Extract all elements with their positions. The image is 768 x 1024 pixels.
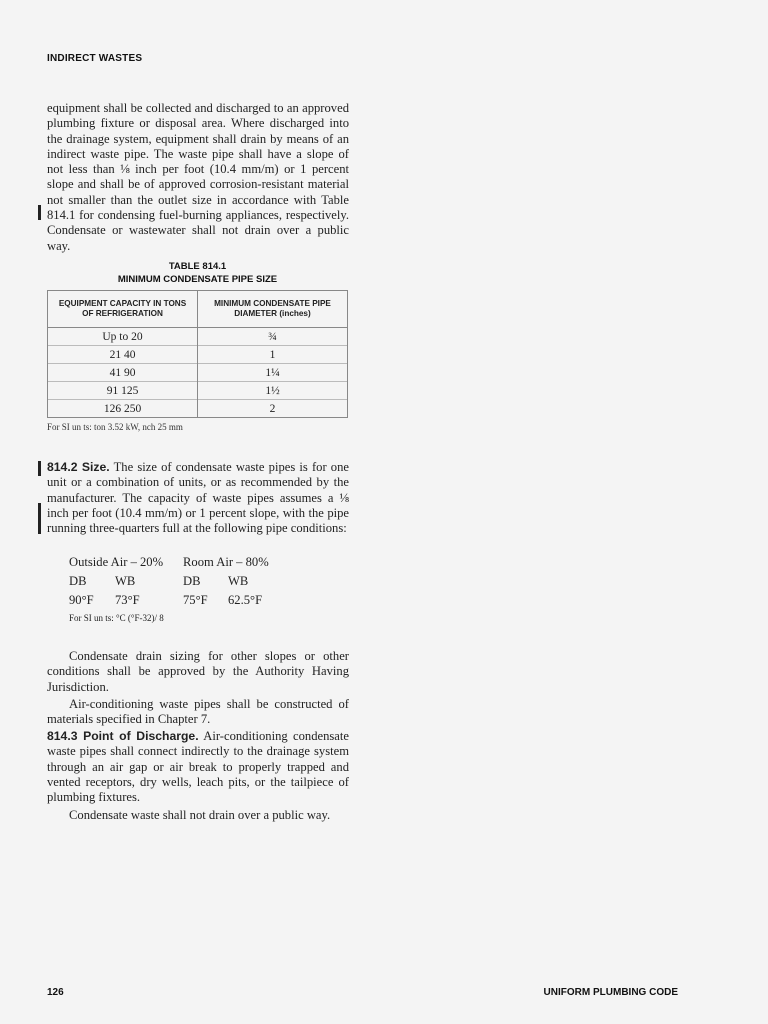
public-way-paragraph: Condensate waste shall not drain over a public way.: [69, 808, 331, 822]
outside-air-label: Outside Air – 20%: [69, 555, 164, 569]
capacity-cell: 21 40: [48, 346, 198, 364]
table-caption-title: MINIMUM CONDENSATE PIPE SIZE: [117, 274, 278, 285]
table-caption-number: TABLE 814.1: [168, 261, 227, 272]
running-header: INDIRECT WASTES: [47, 53, 143, 64]
diameter-cell: 1: [198, 346, 348, 364]
outside-db-value: 90°F: [69, 593, 94, 607]
db-label: DB: [69, 574, 87, 588]
table-footnote: For SI un ts: ton 3.52 kW, nch 25 mm: [47, 422, 183, 432]
table-row: [48, 328, 348, 346]
capacity-cell: 41 90: [48, 364, 198, 382]
section-814-3-text: Air-conditioning condensate waste pipes shall connect indirectly to the drainage system through an air gap or air break to properly trapped and vented receptors, dry wells, leach pits, or the tailpiece of plumbing fixtures.: [47, 729, 349, 805]
room-db-value: 75°F: [183, 593, 208, 607]
materials-paragraph: Air-conditioning waste pipes shall be constructed of materials specified in Chapter 7.: [47, 697, 349, 727]
diameter-cell: 2: [198, 400, 348, 418]
book-title: UNIFORM PLUMBING CODE: [543, 987, 678, 998]
room-air-label: Room Air – 80%: [183, 555, 269, 569]
capacity-cell: 91 125: [48, 382, 198, 400]
change-bar: [38, 461, 41, 476]
section-814-2: [47, 460, 349, 536]
si-conversion-note: For SI un ts: °C (°F-32)/ 8: [69, 613, 164, 623]
diameter-cell: 1½: [198, 382, 348, 400]
table-row: [48, 400, 348, 418]
section-814-3-heading: 814.3 Point of Discharge.: [47, 729, 199, 743]
section-814-2-text: The size of condensate waste pipes is for one unit or a combination of units, or as recommended by the manufacturer. The capacity of waste pipes assumes a ⅛ inch per foot (10.4 mm/m) or 1 percent slope, with the pipe running three-quarters full at the following pipe conditions:: [47, 460, 349, 536]
page-number: 126: [47, 987, 64, 998]
drain-sizing-paragraph: Condensate drain sizing for other slopes or other conditions shall be approved by the Authority Having Jurisdiction.: [47, 649, 349, 694]
table-row: [48, 382, 348, 400]
table-header-capacity: EQUIPMENT CAPACITY IN TONS OF REFRIGERATION: [48, 291, 198, 328]
condensate-pipe-table: [47, 290, 348, 418]
outside-wb-value: 73°F: [115, 593, 140, 607]
db-label: DB: [183, 574, 201, 588]
diameter-cell: 1¼: [198, 364, 348, 382]
table-row: [48, 364, 348, 382]
diameter-cell: ¾: [198, 328, 348, 346]
wb-label: WB: [115, 574, 136, 588]
change-bar: [38, 205, 41, 220]
intro-paragraph: equipment shall be collected and discharged to an approved plumbing fixture or disposal area. Where discharged into the drainage system, equipment shall drain by means of an indirect waste pipe. The waste pipe shall have a slope of not less than ⅛ inch per foot (10.4 mm/m) or 1 percent slope and shall be of approved corrosion-resistant material not smaller than the outlet size in accordance with Table 814.1 for condensing fuel-burning appliances, respectively. Condensate or wastewater shall not drain over a public way.: [47, 101, 349, 253]
table-header-diameter: MINIMUM CONDENSATE PIPE DIAMETER (inches): [198, 291, 348, 328]
section-814-2-heading: 814.2 Size.: [47, 460, 110, 474]
wb-label: WB: [228, 574, 249, 588]
section-814-3: [47, 729, 349, 805]
change-bar: [38, 503, 41, 534]
capacity-cell: 126 250: [48, 400, 198, 418]
table-row: [48, 346, 348, 364]
room-wb-value: 62.5°F: [228, 593, 263, 607]
capacity-cell: Up to 20: [48, 328, 198, 346]
